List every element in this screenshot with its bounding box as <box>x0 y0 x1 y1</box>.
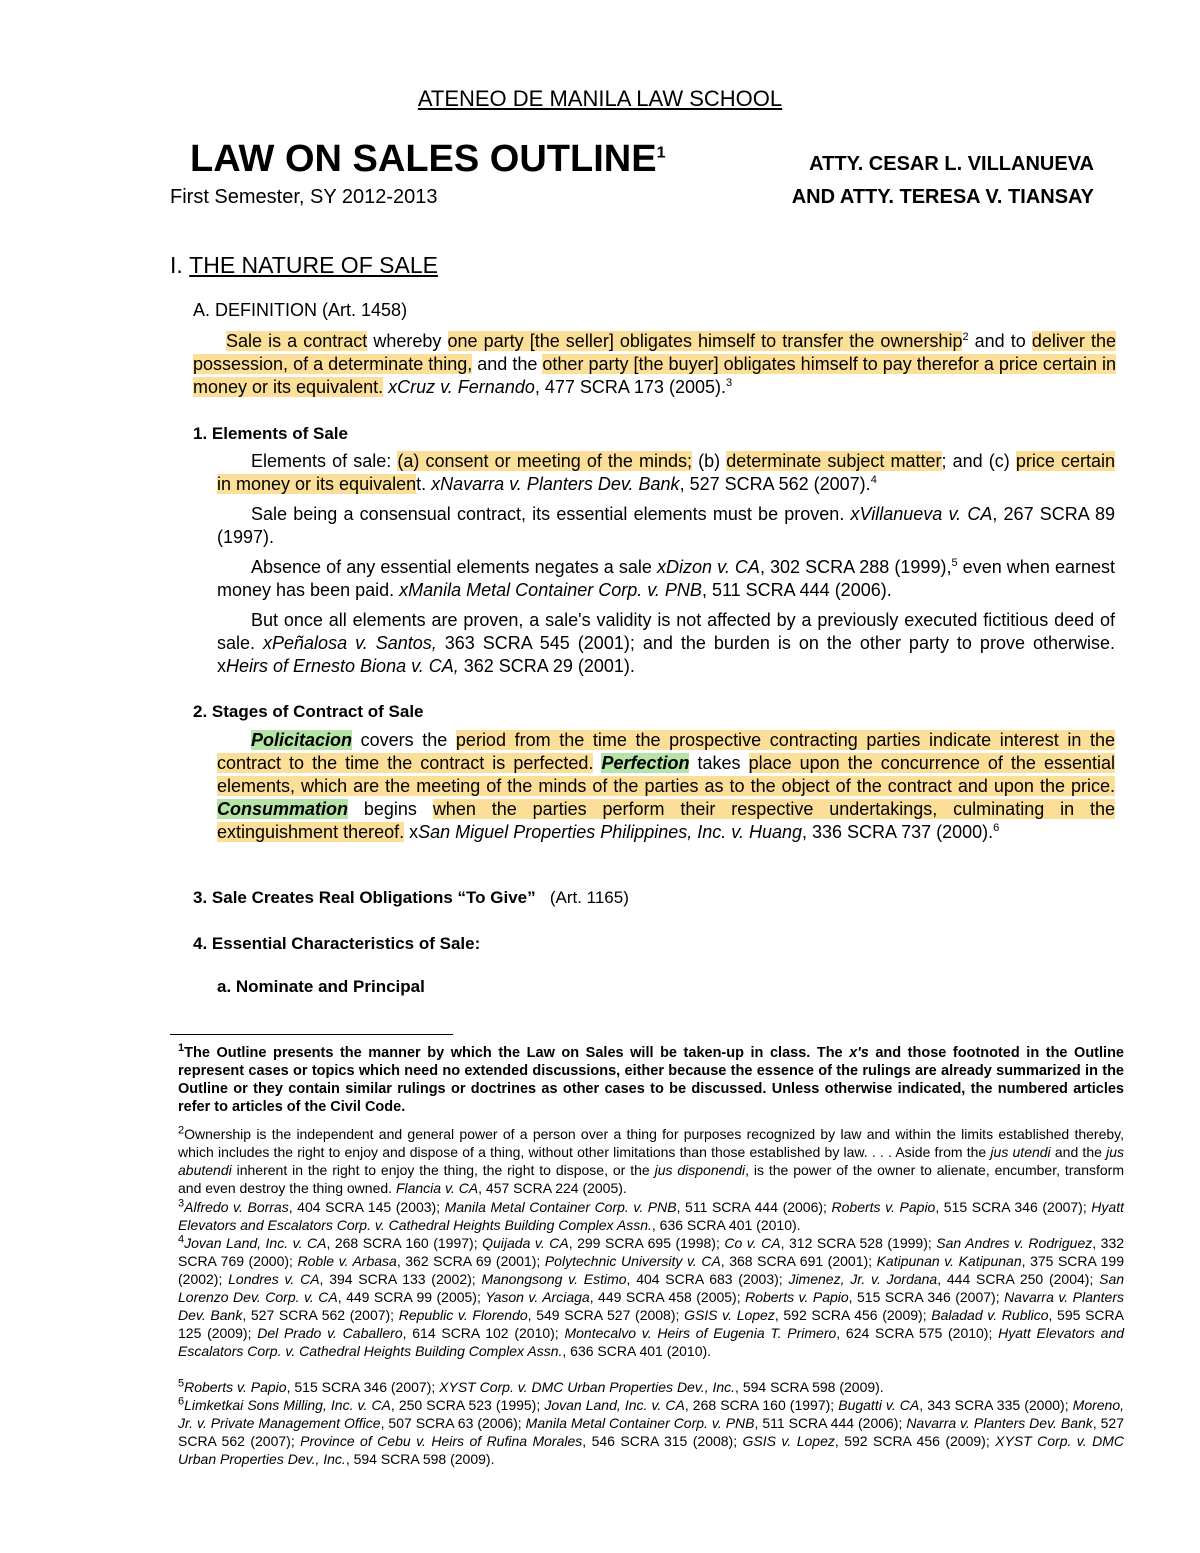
fn3-t1: , 404 SCRA 145 (2003); <box>288 1199 445 1215</box>
author-line-1: ATTY. CESAR L. VILLANUEVA <box>809 153 1094 175</box>
el1-seg-e: ; and (c) <box>941 451 1016 471</box>
el2-seg-a: Sale being a consensual contract, its essential elements must be proven. <box>251 504 851 524</box>
footnote-3 <box>170 1198 1124 1234</box>
case-citation: xManila Metal Container Corp. v. PNB <box>399 580 702 600</box>
fn6-t1: , 250 SCRA 523 (1995); <box>390 1397 545 1413</box>
fn3-i4: Hyatt Elevators and Escalators Corp. v. Cathedral Heights Building Complex Assn. <box>178 1199 1124 1233</box>
fn6-i5: Manila Metal Container Corp. v. PNB <box>525 1415 755 1431</box>
el1-seg-a: Elements of sale: <box>251 451 398 471</box>
elements-paragraph-1 <box>217 450 1115 496</box>
fn4-i15: Republic v. Florendo <box>398 1307 528 1323</box>
fn4-t5: , 362 SCRA 69 (2001); <box>396 1253 545 1269</box>
term-policitacion: Policitacion <box>251 730 353 750</box>
fn4-t19: , 624 SCRA 575 (2010); <box>836 1325 999 1341</box>
el1-seg-g: t. <box>416 474 432 494</box>
fn6-i6: Navarra v. Planters Dev. Bank <box>906 1415 1093 1431</box>
fn6-t4: , 507 SCRA 63 (2006); <box>380 1415 526 1431</box>
fn6-t9: , 594 SCRA 598 (2009). <box>345 1451 495 1467</box>
fn6-i1: Limketkai Sons Milling, Inc. v. CA <box>184 1397 391 1413</box>
fn4-i2: Quijada v. CA <box>482 1235 569 1251</box>
fn4-i6: Polytechnic University v. CA <box>544 1253 721 1269</box>
fn4-i7: Katipunan v. Katipunan <box>876 1253 1022 1269</box>
section-number: I. <box>170 252 183 278</box>
school-name: ATENEO DE MANILA LAW SCHOOL <box>417 86 783 111</box>
def-seg-2: whereby <box>367 331 448 351</box>
stages-paragraph <box>217 729 1115 844</box>
el1-seg-b: (a) consent or meeting of the minds; <box>397 451 693 471</box>
footnote-2 <box>170 1125 1124 1197</box>
fn6-t3: , 343 SCRA 335 (2000); <box>919 1397 1073 1413</box>
case-citation: xDizon v. CA <box>657 557 760 577</box>
fn6-t8: , 592 SCRA 456 (2009); <box>834 1433 996 1449</box>
fn3-i1: Alfredo v. Borras <box>184 1199 289 1215</box>
fn2-text: Ownership is the independent and general power of a person over a thing for purposes recognized by law and within the limits established thereby, which includes the right to enjoy and dispose of a thing, without other limitations than those established by law. . . . Aside from the <box>178 1126 1124 1160</box>
fn4-t13: , 515 SCRA 346 (2007); <box>848 1289 1005 1305</box>
fn4-t4: , 332 SCRA 769 (2000); <box>178 1235 1125 1269</box>
fn6-t6: , 527 SCRA 562 (2007); <box>178 1415 1125 1449</box>
fn2-t3: inherent in the right to enjoy the thing, the right to dispose, or the <box>231 1162 655 1178</box>
st-seg-6: place upon the concurrence of the essential elements, which are the meeting of the minds of the parties as to the object of the contract and upon the price. <box>217 753 1115 796</box>
footnote-number: 4 <box>178 1233 185 1246</box>
st-seg-3: period from the time the prospective contracting parties indicate interest in the contract to the time the contract is perfected. <box>217 730 1115 773</box>
case-citation: San Miguel Properties Philippines, Inc. v. Huang <box>418 822 803 842</box>
footnote-ref-2: 2 <box>962 331 969 343</box>
fn2-t4: , is the power of the owner to alienate, encumber, transform and even destroy the thing owned. <box>178 1162 1124 1196</box>
fn3-t2: , 511 SCRA 444 (2006); <box>676 1199 832 1215</box>
fn4-t14: , 527 SCRA 562 (2007); <box>242 1307 399 1323</box>
subsection-article: (Art. 1458) <box>322 300 408 320</box>
definition-paragraph <box>193 330 1116 399</box>
item3-heading <box>193 888 629 908</box>
fn4-i8: Londres v. CA <box>228 1271 320 1287</box>
fn2-i4: Flancia v. CA <box>395 1180 479 1196</box>
fn4-t3: , 312 SCRA 528 (1999); <box>780 1235 937 1251</box>
footnote-number: 2 <box>178 1124 185 1137</box>
fn4-t1: , 268 SCRA 160 (1997); <box>326 1235 483 1251</box>
fn4-i13: Roberts v. Papio <box>745 1289 849 1305</box>
fn6-i2: Jovan Land, Inc. v. CA <box>544 1397 685 1413</box>
term-consummation: Consummation <box>217 799 349 819</box>
footnote-1 <box>170 1044 1124 1116</box>
fn4-t10: , 444 SCRA 250 (2004); <box>937 1271 1100 1287</box>
el1-seg-f: price certain in money or its equivalen <box>217 451 1115 494</box>
case-reporter: , 527 SCRA 562 (2007). <box>679 474 871 494</box>
fn4-i4: San Andres v. Rodriguez <box>936 1235 1093 1251</box>
fn4-i12: Yason v. Arciaga <box>485 1289 590 1305</box>
st-seg-8: begins <box>348 799 433 819</box>
case-reporter: , 511 SCRA 444 (2006). <box>701 580 892 600</box>
fn4-i16: GSIS v. Lopez <box>684 1307 775 1323</box>
elements-paragraph-4 <box>217 609 1115 678</box>
footnote-number: 6 <box>178 1395 185 1408</box>
elements-paragraph-3 <box>217 556 1115 602</box>
st-seg-5: takes <box>689 753 749 773</box>
footnote-6 <box>170 1396 1124 1468</box>
fn4-t9: , 404 SCRA 683 (2003); <box>626 1271 789 1287</box>
fn4-t8: , 394 SCRA 133 (2002); <box>319 1271 482 1287</box>
title-footnote-ref: 1 <box>656 144 666 162</box>
footnote-ref-4: 4 <box>870 474 877 486</box>
fn4-i10: Jimenez, Jr. v. Jordana <box>788 1271 938 1287</box>
def-seg-7: other party [the buyer] obligates himself to pay therefor a price certain in money or its equivalent. <box>193 354 1116 397</box>
fn6-i8: GSIS v. Lopez <box>742 1433 835 1449</box>
item3-article: (Art. 1165) <box>549 888 629 907</box>
case-reporter: , 302 SCRA 288 (1999), <box>759 557 952 577</box>
case-reporter: , 336 SCRA 737 (2000). <box>802 822 994 842</box>
fn4-t15: , 549 SCRA 527 (2008); <box>527 1307 685 1323</box>
fn4-t11: , 449 SCRA 99 (2005); <box>337 1289 486 1305</box>
case-reporter: , 477 SCRA 173 (2005). <box>534 377 726 397</box>
fn4-i18: Del Prado v. Caballero <box>257 1325 403 1341</box>
el1-seg-c: (b) <box>692 451 727 471</box>
stages-heading: 2. Stages of Contract of Sale <box>193 702 424 721</box>
fn6-i9: XYST Corp. v. DMC Urban Properties Dev., Inc. <box>178 1433 1124 1467</box>
fn4-i14: Navarra v. Planters Dev. Bank <box>178 1289 1124 1323</box>
def-seg-4: and to <box>968 331 1032 351</box>
fn4-i11: San Lorenzo Dev. Corp. v. CA <box>178 1271 1125 1305</box>
fn6-t5: , 511 SCRA 444 (2006); <box>754 1415 907 1431</box>
fn6-t7: , 546 SCRA 315 (2008); <box>582 1433 743 1449</box>
fn4-t17: , 595 SCRA 125 (2009); <box>178 1307 1124 1341</box>
case-reporter: 362 SCRA 29 (2001). <box>458 656 635 676</box>
fn1-xs: x's <box>849 1045 869 1061</box>
case-reporter: 363 SCRA 545 (2001); and the burden is on the other party to prove otherwise. x <box>217 633 1115 676</box>
fn2-t2: and the <box>1050 1144 1107 1160</box>
case-citation: xNavarra v. Planters Dev. Bank <box>431 474 680 494</box>
footnote-5 <box>170 1378 1124 1396</box>
case-citation: xCruz v. Fernando <box>388 377 535 397</box>
el3-seg-a: Absence of any essential elements negates a sale <box>251 557 658 577</box>
case-citation: Heirs of Ernesto Biona v. CA, <box>226 656 459 676</box>
fn2-t5: , 457 SCRA 224 (2005). <box>478 1180 627 1196</box>
title-text: LAW ON SALES OUTLINE <box>190 138 657 180</box>
fn4-t6: , 368 SCRA 691 (2001); <box>720 1253 877 1269</box>
def-seg-3: one party [the seller] obligates himself to transfer the ownership <box>447 331 963 351</box>
item3-title: 3. Sale Creates Real Obligations “To Give” <box>193 888 536 907</box>
fn4-i1: Jovan Land, Inc. v. CA <box>184 1235 327 1251</box>
fn5-t1: , 515 SCRA 346 (2007); <box>286 1379 440 1395</box>
footnote-number: 3 <box>178 1197 185 1210</box>
el3-seg-b: even when earnest money has been paid. <box>217 557 1115 600</box>
subsection-title: A. DEFINITION <box>193 300 318 320</box>
fn4-i3: Co v. CA <box>724 1235 781 1251</box>
def-seg-5: deliver the possession, of a determinate thing, <box>193 331 1116 374</box>
author-line-2: AND ATTY. TERESA V. TIANSAY <box>791 186 1094 208</box>
fn6-i7: Province of Cebu v. Heirs of Rufina Morales <box>300 1433 583 1449</box>
footnote-4 <box>170 1234 1124 1360</box>
semester-line: First Semester, SY 2012-2013 <box>170 186 438 208</box>
st-seg-2: covers the <box>352 730 456 750</box>
footnote-number: 1 <box>178 1042 185 1055</box>
fn2-i2: jus abutendi <box>178 1144 1124 1178</box>
fn4-t16: , 592 SCRA 456 (2009); <box>774 1307 932 1323</box>
case-reporter: , 267 SCRA 89 (1997). <box>217 504 1116 547</box>
st-seg-10: x <box>404 822 419 842</box>
fn2-i3: jus disponendi <box>654 1162 746 1178</box>
fn4-t12: , 449 SCRA 458 (2005); <box>589 1289 746 1305</box>
fn4-t20: , 636 SCRA 401 (2010). <box>562 1343 712 1359</box>
fn4-t2: , 299 SCRA 695 (1998); <box>568 1235 725 1251</box>
fn4-i9: Manongsong v. Estimo <box>481 1271 627 1287</box>
st-seg-9: when the parties perform their respective undertakings, culminating in the extinguishment thereof. <box>217 799 1115 842</box>
section-heading <box>170 252 438 279</box>
fn3-i3: Roberts v. Papio <box>831 1199 936 1215</box>
el1-seg-d: determinate subject matter <box>726 451 942 471</box>
fn1-text2: and those footnoted in the Outline represent cases or topics which need no extended discussions, either because the essence of the rulings are already summarized in the Outline or they contain similar rulings or doctrines as other cases to be discussed. Unless otherwise indicated, the numbered articles refer to articles of the Civil Code. <box>178 1045 1124 1115</box>
footnote-number: 5 <box>178 1377 185 1390</box>
term-perfection: Perfection <box>601 753 690 773</box>
fn6-i3: Bugatti v. CA <box>838 1397 920 1413</box>
document-title <box>190 138 665 181</box>
subsection-heading <box>193 300 407 321</box>
fn5-i1: Roberts v. Papio <box>184 1379 287 1395</box>
fn3-t4: , 636 SCRA 401 (2010). <box>651 1217 801 1233</box>
fn2-i1: jus utendi <box>990 1144 1051 1160</box>
fn4-i19: Montecalvo v. Heirs of Eugenia T. Primero <box>564 1325 837 1341</box>
fn4-i20: Hyatt Elevators and Escalators Corp. v. Cathedral Heights Building Complex Assn. <box>178 1325 1125 1359</box>
fn5-t2: , 594 SCRA 598 (2009). <box>735 1379 884 1395</box>
fn3-i2: Manila Metal Container Corp. v. PNB <box>444 1199 677 1215</box>
elements-paragraph-2 <box>217 503 1115 549</box>
section-title: THE NATURE OF SALE <box>189 252 438 278</box>
item4-heading: 4. Essential Characteristics of Sale: <box>193 934 481 953</box>
fn4-i17: Baladad v. Rublico <box>931 1307 1049 1323</box>
footnote-ref-3: 3 <box>725 377 733 389</box>
fn1-text: The Outline presents the manner by which the Law on Sales will be taken-up in class. The <box>184 1045 850 1061</box>
fn5-i2: XYST Corp. v. DMC Urban Properties Dev., Inc. <box>439 1379 736 1395</box>
footnote-ref-5: 5 <box>951 557 958 569</box>
fn4-t18: , 614 SCRA 102 (2010); <box>402 1325 565 1341</box>
footnote-ref-6: 6 <box>993 822 1000 834</box>
def-seg-6: and the <box>472 354 543 374</box>
item4a-heading: a. Nominate and Principal <box>217 977 425 996</box>
def-seg-1: Sale is a contract <box>226 331 368 351</box>
fn4-t7: , 375 SCRA 199 (2002); <box>178 1253 1124 1287</box>
case-citation: xVillanueva v. CA <box>850 504 993 524</box>
fn4-i5: Roble v. Arbasa <box>297 1253 397 1269</box>
fn6-i4: Moreno, Jr. v. Private Management Office <box>178 1397 1125 1431</box>
el4-seg-a: But once all elements are proven, a sale's validity is not affected by a previously executed fictitious deed of sale. <box>217 610 1115 653</box>
elements-heading: 1. Elements of Sale <box>193 424 348 443</box>
case-citation: xPeñalosa v. Santos, <box>263 633 437 653</box>
fn3-t3: , 515 SCRA 346 (2007); <box>935 1199 1092 1215</box>
footnote-separator <box>170 1034 453 1035</box>
fn6-t2: , 268 SCRA 160 (1997); <box>684 1397 839 1413</box>
